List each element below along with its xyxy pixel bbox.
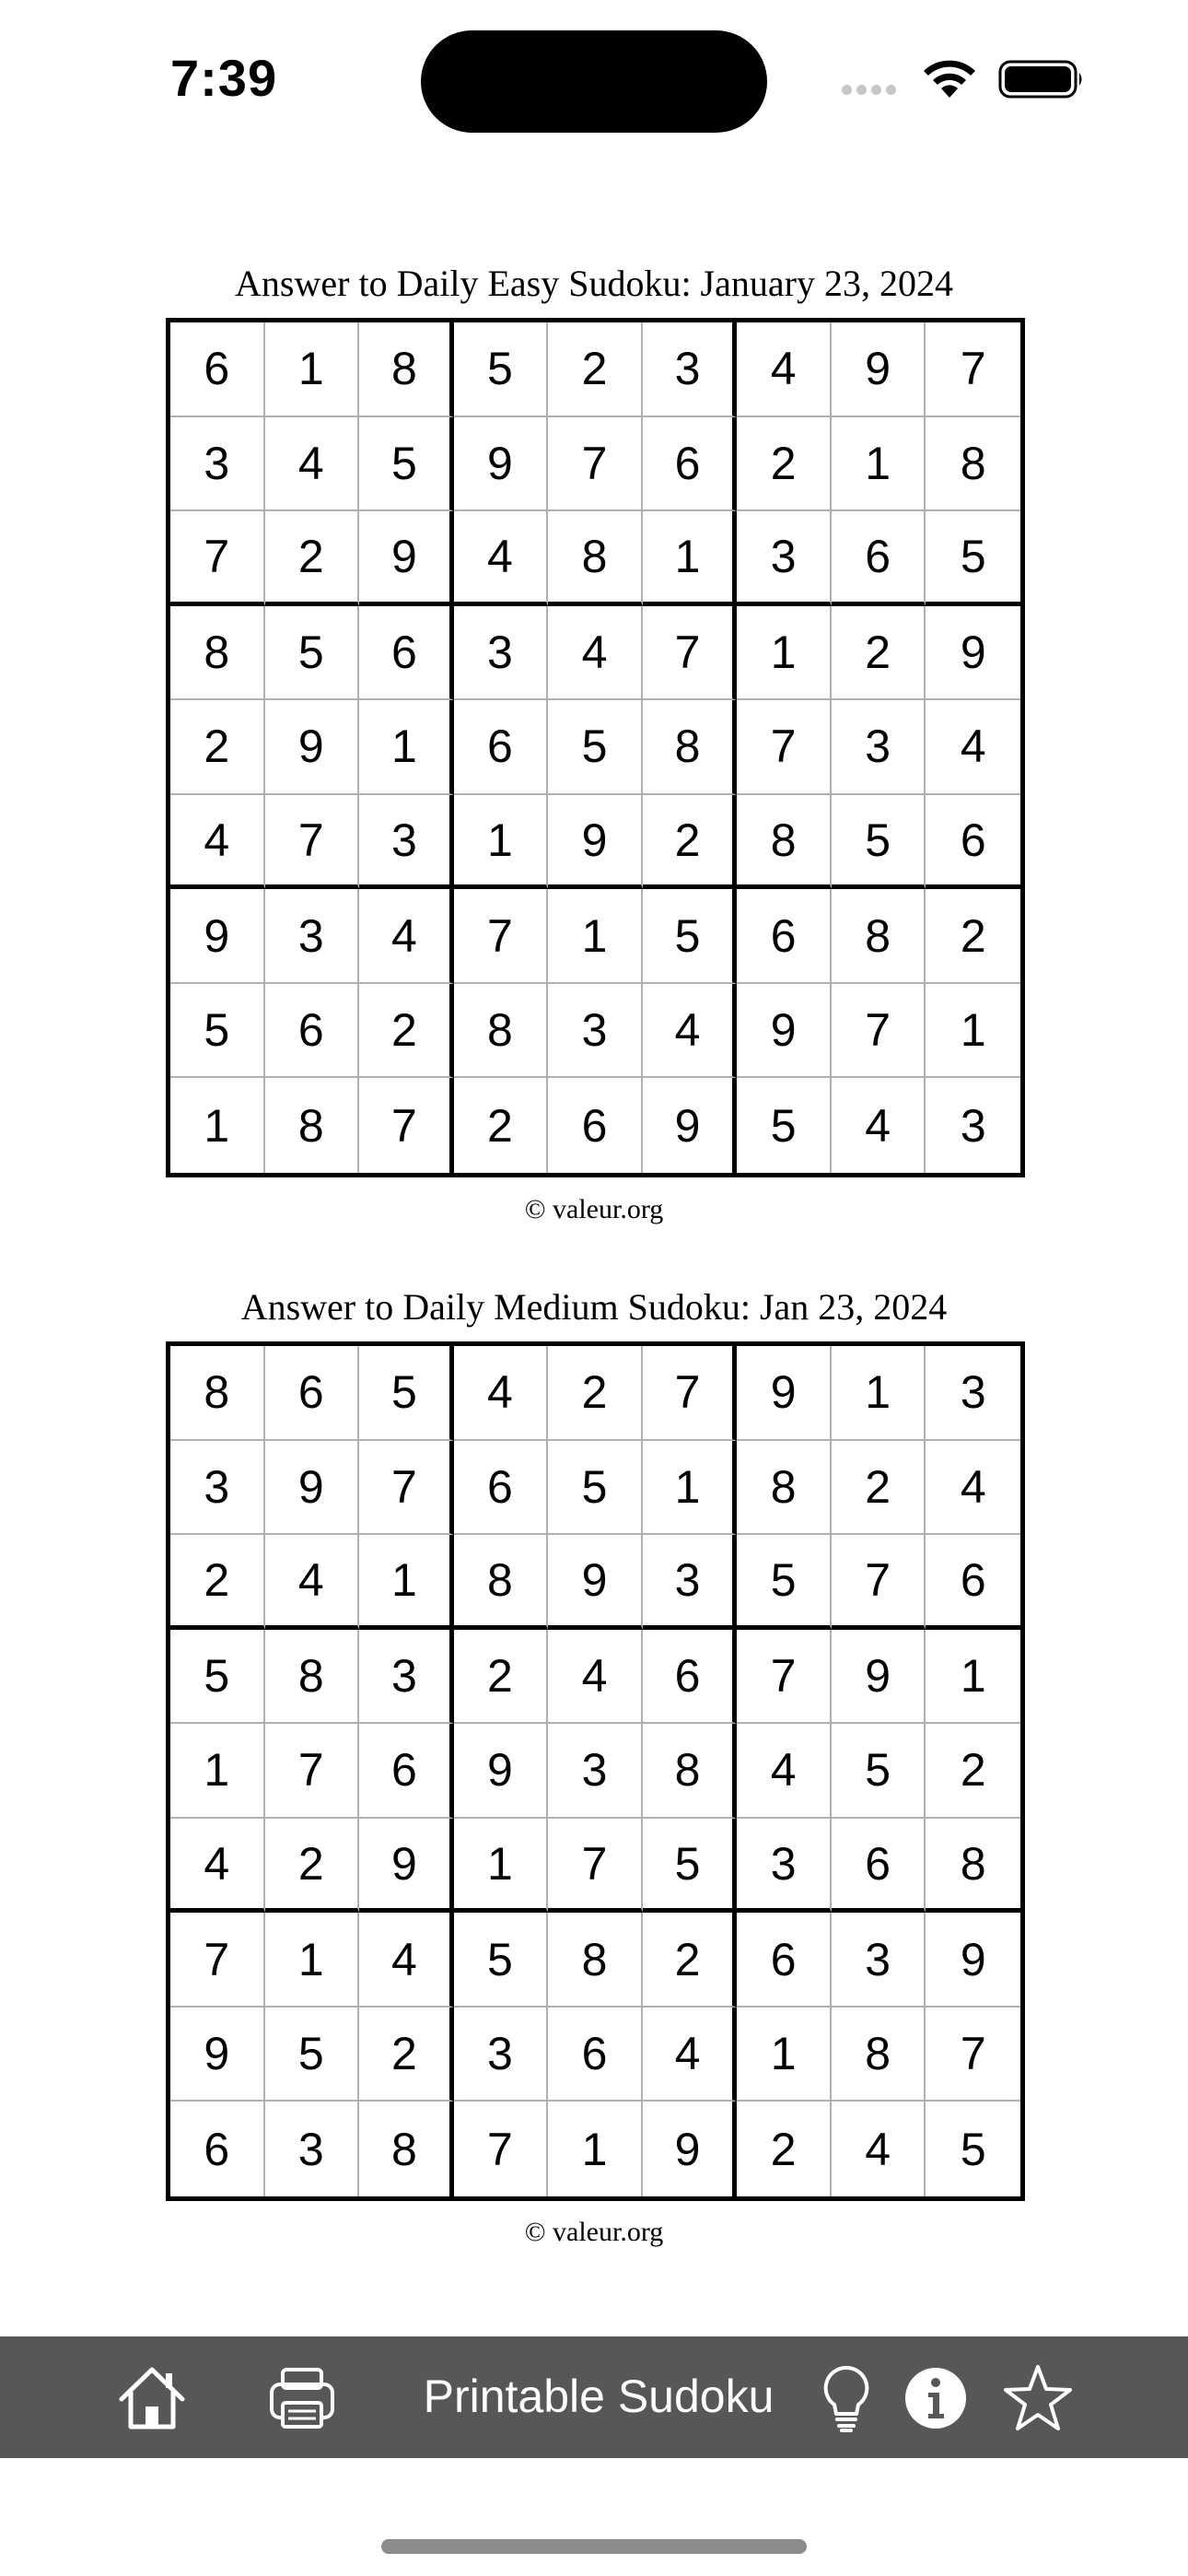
sudoku-cell: 3 (454, 2008, 549, 2102)
sudoku-cell: 6 (548, 1078, 643, 1173)
sudoku-cell: 3 (960, 1099, 986, 1152)
lightbulb-icon[interactable] (810, 2362, 882, 2434)
sudoku-cell: 5 (359, 1346, 454, 1441)
sudoku-cell: 3 (548, 984, 643, 1079)
sudoku-cell: 7 (359, 1441, 454, 1536)
sudoku-cell: 4 (170, 1819, 265, 1914)
sudoku-cell: 3 (359, 1630, 454, 1725)
info-icon[interactable] (900, 2362, 972, 2434)
sudoku-cell: 5 (737, 1078, 832, 1173)
sudoku-cell: 4 (737, 322, 832, 417)
sudoku-cell: 1 (737, 2008, 832, 2102)
sudoku-cell: 6 (265, 1346, 360, 1441)
sudoku-cell: 5 (265, 606, 360, 701)
sudoku-cell: 7 (265, 795, 360, 890)
sudoku-cell: 6 (454, 1441, 549, 1536)
home-icon[interactable] (116, 2362, 188, 2434)
sudoku-cell: 8 (548, 511, 643, 606)
sudoku-cell: 6 (359, 606, 454, 701)
sudoku-cell: 5 (170, 1630, 265, 1725)
sudoku-cell: 1 (832, 1346, 926, 1441)
sudoku-cell: 2 (832, 1441, 926, 1536)
sudoku-cell: 1 (926, 984, 1020, 1079)
sudoku-cell: 9 (359, 511, 454, 606)
sudoku-cell: 1 (454, 795, 549, 890)
sudoku-cell: 6 (265, 984, 360, 1079)
sudoku-cell: 4 (643, 2008, 738, 2102)
sudoku-cell: 6 (832, 1819, 926, 1914)
sudoku-cell: 4 (926, 700, 1020, 795)
sudoku-cell: 9 (737, 984, 832, 1079)
sudoku-cell: 1 (170, 1724, 265, 1819)
sudoku-cell: 9 (926, 1913, 1020, 2008)
toolbar-title[interactable]: Printable Sudoku (423, 2371, 775, 2422)
sudoku-cell: 7 (737, 700, 832, 795)
sudoku-cell: 2 (548, 322, 643, 417)
sudoku-cell: 1 (265, 322, 360, 417)
sudoku-cell: 7 (265, 1724, 360, 1819)
sudoku-cell: 9 (643, 1078, 738, 1173)
sudoku-cell: 8 (454, 984, 549, 1079)
bottom-toolbar (0, 2336, 1188, 2458)
sudoku-cell: 2 (737, 417, 832, 512)
sudoku-cell: 2 (170, 1535, 265, 1630)
sudoku-cell: 4 (454, 511, 549, 606)
sudoku-cell: 7 (548, 1819, 643, 1914)
sudoku-cell: 1 (832, 417, 926, 512)
sudoku-cell: 9 (548, 795, 643, 890)
sudoku-cell: 5 (170, 984, 265, 1079)
sudoku-cell: 8 (643, 1724, 738, 1819)
sudoku-cell: 1 (454, 1819, 549, 1914)
sudoku-cell: 9 (359, 1819, 454, 1914)
sudoku-cell: 6 (454, 700, 549, 795)
sudoku-cell: 9 (737, 1346, 832, 1441)
sudoku-cell: 2 (737, 2102, 832, 2196)
sudoku-cell: 7 (170, 1913, 265, 2008)
sudoku-cell: 4 (548, 1630, 643, 1725)
sudoku-cell: 9 (548, 1535, 643, 1630)
sudoku-cell: 4 (832, 2102, 926, 2196)
sudoku-cell: 1 (926, 1630, 1020, 1725)
sudoku-cell: 6 (737, 1913, 832, 2008)
sudoku-cell: 5 (643, 1819, 738, 1914)
sudoku-cell: 2 (832, 606, 926, 701)
sudoku-cell: 3 (832, 700, 926, 795)
sudoku-cell: 7 (926, 2008, 1020, 2102)
sudoku-grid-medium (166, 1341, 1025, 2201)
sudoku-cell: 3 (170, 417, 265, 512)
credit-text: © valeur.org (524, 2217, 664, 2247)
sudoku-cell: 7 (643, 606, 738, 701)
sudoku-cell: 6 (737, 889, 832, 984)
sudoku-cell: 8 (170, 1346, 265, 1441)
sudoku-cell: 4 (643, 984, 738, 1079)
sudoku-cell: 8 (832, 889, 926, 984)
sudoku-cell: 1 (548, 889, 643, 984)
sudoku-cell: 5 (832, 1724, 926, 1819)
sudoku-cell: 3 (832, 1913, 926, 2008)
sudoku-cell: 6 (359, 1724, 454, 1819)
sudoku-cell: 8 (737, 795, 832, 890)
sudoku-cell: 3 (170, 1441, 265, 1536)
sudoku-cell: 1 (359, 1535, 454, 1630)
sudoku-cell: 3 (926, 1346, 1020, 1441)
sudoku-cell: 4 (454, 1346, 549, 1441)
sudoku-cell: 3 (643, 322, 738, 417)
sudoku-cell: 6 (643, 417, 738, 512)
sudoku-cell: 7 (454, 2102, 549, 2196)
sudoku-cell: 9 (926, 606, 1020, 701)
sudoku-cell: 9 (832, 322, 926, 417)
sudoku-cell: 5 (359, 417, 454, 512)
sudoku-cell: 9 (454, 417, 549, 512)
sudoku-cell: 9 (170, 2008, 265, 2102)
sudoku-cell: 5 (454, 322, 549, 417)
sudoku-cell: 3 (454, 606, 549, 701)
sudoku-cell: 5 (454, 1913, 549, 2008)
dynamic-island (421, 30, 767, 133)
sudoku-cell: 3 (643, 1535, 738, 1630)
sudoku-cell: 4 (359, 889, 454, 984)
sudoku-cell: 9 (265, 1441, 360, 1536)
sudoku-cell: 6 (548, 2008, 643, 2102)
sudoku-cell: 9 (170, 889, 265, 984)
puzzle-title: Answer to Daily Easy Sudoku: January 23, 2024 (235, 263, 953, 304)
sudoku-cell: 6 (832, 511, 926, 606)
sudoku-cell: 2 (265, 511, 360, 606)
print-icon[interactable] (266, 2362, 338, 2434)
star-icon[interactable] (1002, 2362, 1074, 2434)
sudoku-cell: 9 (454, 1724, 549, 1819)
sudoku-cell: 7 (454, 889, 549, 984)
sudoku-cell: 2 (454, 1078, 549, 1173)
sudoku-cell: 4 (548, 606, 643, 701)
sudoku-cell: 4 (926, 1441, 1020, 1536)
sudoku-cell: 4 (170, 795, 265, 890)
sudoku-cell: 7 (832, 984, 926, 1079)
sudoku-cell: 7 (170, 511, 265, 606)
sudoku-cell: 8 (643, 700, 738, 795)
sudoku-cell: 2 (359, 2008, 454, 2102)
sudoku-cell: 6 (643, 1630, 738, 1725)
sudoku-cell: 8 (548, 1913, 643, 2008)
sudoku-cell: 4 (265, 417, 360, 512)
sudoku-cell: 2 (454, 1630, 549, 1725)
home-indicator[interactable] (381, 2539, 807, 2554)
sudoku-cell: 5 (832, 795, 926, 890)
sudoku-cell: 2 (643, 795, 738, 890)
sudoku-cell: 8 (454, 1535, 549, 1630)
sudoku-cell: 9 (265, 700, 360, 795)
sudoku-grid-easy (166, 318, 1025, 1177)
sudoku-cell: 6 (926, 795, 1020, 890)
sudoku-cell: 4 (832, 1078, 926, 1173)
sudoku-cell: 3 (737, 1819, 832, 1914)
sudoku-cell: 4 (737, 1724, 832, 1819)
sudoku-cell: 5 (265, 2008, 360, 2102)
sudoku-cell: 7 (926, 322, 1020, 417)
sudoku-cell: 3 (737, 511, 832, 606)
sudoku-cell: 2 (265, 1819, 360, 1914)
sudoku-cell: 5 (926, 511, 1020, 606)
sudoku-cell: 8 (926, 417, 1020, 512)
sudoku-cell: 1 (643, 1441, 738, 1536)
wifi-icon (921, 57, 978, 100)
sudoku-cell: 5 (960, 2123, 986, 2175)
sudoku-cell: 3 (359, 795, 454, 890)
sudoku-cell: 7 (832, 1535, 926, 1630)
sudoku-cell: 2 (548, 1346, 643, 1441)
sudoku-cell: 2 (359, 984, 454, 1079)
sudoku-cell: 1 (359, 700, 454, 795)
sudoku-cell: 8 (170, 606, 265, 701)
sudoku-cell: 4 (359, 1913, 454, 2008)
sudoku-cell: 6 (170, 322, 265, 417)
sudoku-cell: 2 (643, 1913, 738, 2008)
sudoku-cell: 1 (737, 606, 832, 701)
sudoku-cell: 7 (548, 417, 643, 512)
sudoku-cell: 1 (265, 1913, 360, 2008)
sudoku-cell: 8 (359, 322, 454, 417)
credit-text: © valeur.org (524, 1194, 664, 1224)
sudoku-cell: 8 (832, 2008, 926, 2102)
sudoku-cell: 7 (737, 1630, 832, 1725)
sudoku-cell: 3 (548, 1724, 643, 1819)
sudoku-cell: 1 (170, 1078, 265, 1173)
sudoku-cell: 2 (926, 889, 1020, 984)
sudoku-cell: 1 (548, 2102, 643, 2196)
sudoku-cell: 5 (548, 1441, 643, 1536)
sudoku-cell: 8 (265, 1078, 360, 1173)
sudoku-cell: 9 (643, 2102, 738, 2196)
status-time: 7:39 (170, 49, 278, 107)
sudoku-cell: 6 (170, 2102, 265, 2196)
sudoku-cell: 5 (548, 700, 643, 795)
sudoku-cell: 2 (170, 700, 265, 795)
sudoku-cell: 5 (737, 1535, 832, 1630)
sudoku-cell: 9 (832, 1630, 926, 1725)
sudoku-cell: 4 (265, 1535, 360, 1630)
sudoku-cell: 8 (359, 2102, 454, 2196)
sudoku-cell: 3 (265, 889, 360, 984)
battery-icon (998, 60, 1085, 99)
sudoku-cell: 3 (265, 2102, 360, 2196)
sudoku-cell: 1 (643, 511, 738, 606)
sudoku-cell: 8 (926, 1819, 1020, 1914)
sudoku-cell: 2 (926, 1724, 1020, 1819)
puzzle-title: Answer to Daily Medium Sudoku: Jan 23, 2024 (240, 1286, 948, 1328)
sudoku-cell: 8 (265, 1630, 360, 1725)
sudoku-cell: 7 (359, 1078, 454, 1173)
sudoku-cell: 7 (643, 1346, 738, 1441)
sudoku-cell: 8 (737, 1441, 832, 1536)
sudoku-cell: 6 (926, 1535, 1020, 1630)
status-bar (0, 0, 1188, 157)
sudoku-cell: 5 (643, 889, 738, 984)
